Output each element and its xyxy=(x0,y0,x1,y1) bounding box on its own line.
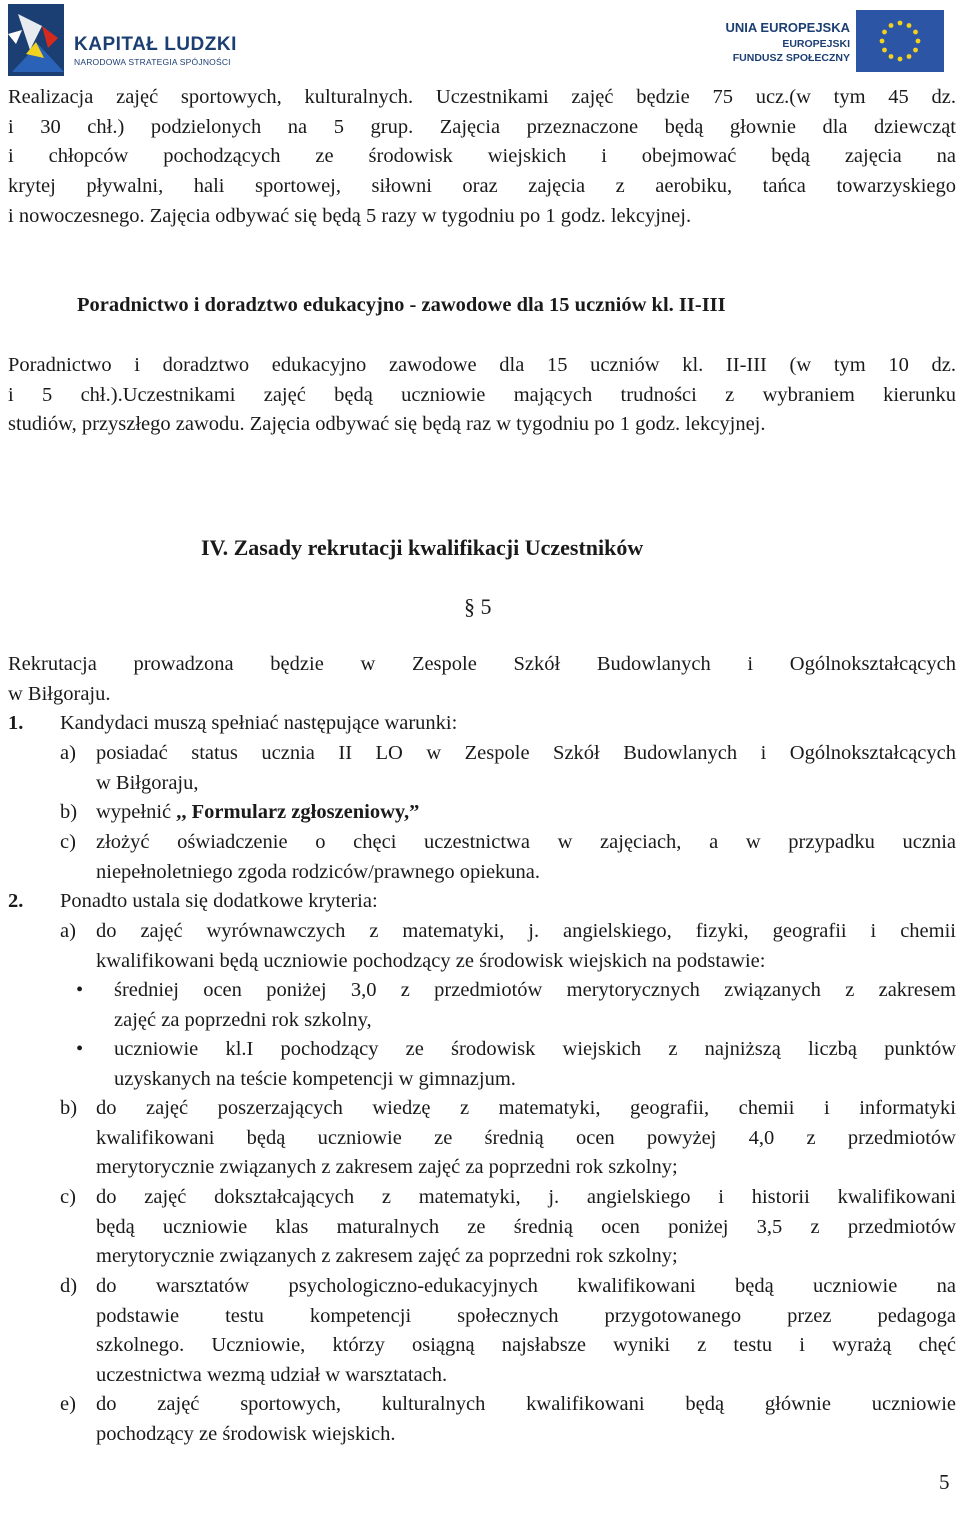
text-line: uczestnictwa wezmą udział w warsztatach. xyxy=(96,1364,448,1387)
text-line: i 5 chł.).Uczestnikami zajęć będą uczniowie mających trudności z wybraniem kierunku xyxy=(8,383,956,406)
kapital-ludzki-logo xyxy=(8,4,238,78)
list-label: c) xyxy=(60,831,76,853)
text-line: do zajęć dokształcających z matematyki, j. angielskiego i historii kwalifikowani xyxy=(96,1186,956,1208)
point-2-text: Ponadto ustala się dodatkowe kryteria: xyxy=(60,890,378,912)
kapital-ludzki-title: KAPITAŁ LUDZKI xyxy=(74,34,237,55)
text-line: uzyskanych na teście kompetencji w gimnazjum. xyxy=(114,1067,516,1090)
bullet-item xyxy=(114,976,956,1035)
text-line: Realizacja zajęć sportowych, kulturalnych. Uczestnikami zajęć będzie 75 ucz.(w tym 45 dz. xyxy=(8,86,956,108)
counseling-paragraph xyxy=(8,351,956,440)
text-line: podstawie testu kompetencji społecznych przygotowanego przez pedagoga xyxy=(96,1304,956,1327)
text-line: złożyć oświadczenie o chęci uczestnictwa w zajęciach, a w przypadku ucznia xyxy=(96,831,956,853)
recruitment-intro xyxy=(8,650,956,709)
kapital-ludzki-emblem-icon xyxy=(8,4,70,78)
list-item xyxy=(96,1390,956,1449)
list-label: b) xyxy=(60,1097,78,1119)
text-line: będą uczniowie klas maturalnych ze średnią ocen poniżej 3,5 z przedmiotów xyxy=(96,1215,956,1238)
text-line: posiadać status ucznia II LO w Zespole Szkół Budowlanych i Ogólnokształcących xyxy=(96,742,956,764)
bullet-item xyxy=(114,1035,956,1094)
point-1-number: 1. xyxy=(8,712,24,734)
text-line: pochodzący ze środowisk wiejskich. xyxy=(96,1422,396,1445)
text-line: merytorycznie związanych z zakresem zajęć za poprzedni rok szkolny; xyxy=(96,1156,678,1179)
point-2-number: 2. xyxy=(8,890,24,912)
form-name: ,, Formularz zgłoszeniowy,” xyxy=(176,801,420,823)
section-iv-heading: IV. Zasady rekrutacji kwalifikacji Uczestników xyxy=(201,535,644,560)
text-line: studiów, przyszłego zawodu. Zajęcia odbywać się będą raz w tygodniu po 1 godz. lekcyjnej. xyxy=(8,413,766,436)
eu-fund-line1: EUROPEJSKI xyxy=(782,38,850,50)
list-item xyxy=(96,917,956,976)
point-1-text: Kandydaci muszą spełniać następujące warunki: xyxy=(60,712,458,734)
text-line: i chłopców pochodzących ze środowisk wiejskich i obejmować będą zajęcia na xyxy=(8,145,956,168)
list-item xyxy=(96,1094,956,1183)
page-header xyxy=(0,0,960,80)
list-item xyxy=(96,739,956,798)
bullet-icon: • xyxy=(76,979,84,1001)
paragraph-sign: § 5 xyxy=(464,594,492,619)
text-line: średniej ocen poniżej 3,0 z przedmiotów merytorycznych związanych z zakresem xyxy=(114,979,956,1001)
text-line: kwalifikowani będą uczniowie pochodzący ze środowisk wiejskich na podstawie: xyxy=(96,949,766,972)
bullet-icon: • xyxy=(76,1038,84,1060)
intro-paragraph xyxy=(8,83,956,232)
text-line: w Biłgoraju. xyxy=(8,682,111,705)
eu-title: UNIA EUROPEJSKA xyxy=(725,20,850,35)
list-item xyxy=(96,1183,956,1272)
eu-fund-line2: FUNDUSZ SPOŁECZNY xyxy=(732,52,850,64)
text-line: krytej pływalni, hali sportowej, siłowni oraz zajęcia z aerobiku, tańca towarzyskiego xyxy=(8,175,956,198)
eu-flag-icon xyxy=(856,10,944,72)
list-label: d) xyxy=(60,1275,78,1297)
list-item xyxy=(96,828,956,887)
list-label: e) xyxy=(60,1393,76,1415)
list-label: a) xyxy=(60,920,76,942)
text-line: i nowoczesnego. Zajęcia odbywać się będą 5 razy w tygodniu po 1 godz. lekcyjnej. xyxy=(8,204,692,227)
text-line: w Biłgoraju, xyxy=(96,771,199,794)
counseling-heading: Poradnictwo i doradztwo edukacyjno - zawodowe dla 15 uczniów kl. II-III xyxy=(77,294,726,316)
list-label: b) xyxy=(60,801,78,823)
page-number: 5 xyxy=(939,1470,950,1494)
text-line: do zajęć poszerzających wiedzę z matematyki, geografii, chemii i informatyki xyxy=(96,1097,956,1119)
list-label: a) xyxy=(60,742,76,764)
text-line: do zajęć sportowych, kulturalnych kwalifikowani będą głównie uczniowie xyxy=(96,1393,956,1415)
text-line: Rekrutacja prowadzona będzie w Zespole Szkół Budowlanych i Ogólnokształcących xyxy=(8,653,956,675)
list-item xyxy=(96,798,419,828)
list-label: c) xyxy=(60,1186,76,1208)
kapital-ludzki-subtitle: NARODOWA STRATEGIA SPÓJNOŚCI xyxy=(74,57,231,67)
eu-logo xyxy=(714,8,944,76)
text-line: szkolnego. Uczniowie, którzy osiągną najsłabsze wyniki z testu i wyrażą chęć xyxy=(96,1334,956,1357)
text-line: niepełnoletniego zgoda rodziców/prawnego opiekuna. xyxy=(96,860,541,883)
text-line: wypełnić xyxy=(96,801,177,823)
text-line: uczniowie kl.I pochodzący ze środowisk wiejskich z najniższą liczbą punktów xyxy=(114,1038,956,1060)
text-line: kwalifikowani będą uczniowie ze średnią ocen powyżej 4,0 z przedmiotów xyxy=(96,1126,956,1149)
text-line: merytorycznie związanych z zakresem zajęć za poprzedni rok szkolny; xyxy=(96,1245,678,1268)
text-line: zajęć za poprzedni rok szkolny, xyxy=(114,1008,372,1031)
text-line: i 30 chł.) podzielonych na 5 grup. Zajęcia przeznaczone będą głownie dla dziewcząt xyxy=(8,115,956,138)
list-item xyxy=(96,1272,956,1391)
text-line: Poradnictwo i doradztwo edukacyjno zawodowe dla 15 uczniów kl. II-III (w tym 10 dz. xyxy=(8,354,956,376)
text-line: do zajęć wyrównawczych z matematyki, j. angielskiego, fizyki, geografii i chemii xyxy=(96,920,956,942)
text-line: do warsztatów psychologiczno-edukacyjnych kwalifikowani będą uczniowie na xyxy=(96,1275,956,1297)
